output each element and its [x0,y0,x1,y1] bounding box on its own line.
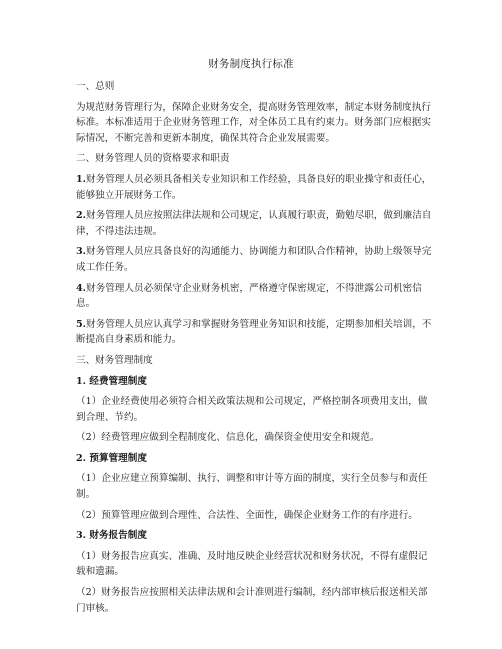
budget-item: （1）企业应建立预算编制、执行、调整和审计等方面的制度，实行全员参与和责任制。 [76,473,428,501]
qualification-item: 5.财务管理人员应认真学习和掌握财务管理业务知识和技能，定期参加相关培训，不断提高自身素质和能力。 [76,318,432,346]
subsection-title-funds: 1. 经费管理制度 [76,375,147,387]
general-paragraph: 为规范财务管理行为，保障企业财务安全，提高财务管理效率，制定本财务制度执行标准。本标准适用于企业财务管理工作，对全体员工具有约束力。财务部门应根据实际情况，不断完善和更新本制度，确保其符合企业发展需要。 [76,101,431,144]
qualification-item: 3.财务管理人员应具备良好的沟通能力、协调能力和团队合作精神，协助上级领导完成工作任务。 [76,246,432,273]
qualification-item: 4.财务管理人员必须保守企业财务机密，严格遵守保密规定，不得泄露公司机密信息。 [76,282,422,310]
subsection-title-budget: 2. 预算管理制度 [76,452,147,464]
section-heading-qualifications: 二、财务管理人员的资格要求和职责 [76,153,230,165]
qualification-item: 2.财务管理人员应按照法律法规和公司规定，认真履行职责，勤勉尽职，做到廉洁自律，不得违法违规。 [76,210,432,237]
report-item: （2）财务报告应按照相关法律法规和会计准则进行编制，经内部审核后报送相关部门审核。 [76,587,428,614]
section-heading-system: 三、财务管理制度 [76,354,153,366]
funds-item: （2）经费管理应做到全程制度化、信息化，确保资金使用安全和规范。 [76,432,380,444]
subsection-title-report: 3. 财务报告制度 [76,530,147,542]
document-title: 财务制度执行标准 [208,58,294,70]
report-item: （1）财务报告应真实、准确、及时地反映企业经营状况和财务状况，不得有虚假记载和遗漏。 [76,550,428,578]
qualification-item: 1.财务管理人员必须具备相关专业知识和工作经验，具备良好的职业操守和责任心，能够独立开展财务工作。 [76,173,432,201]
document-body [76,79,432,621]
funds-item: （1）企业经费使用必须符合相关政策法规和公司规定，严格控制各项费用支出，做到合理、节约。 [76,396,428,423]
budget-item: （2）预算管理应做到合理性、合法性、全面性，确保企业财务工作的有序进行。 [76,509,418,521]
section-heading-general: 一、总则 [76,81,115,92]
